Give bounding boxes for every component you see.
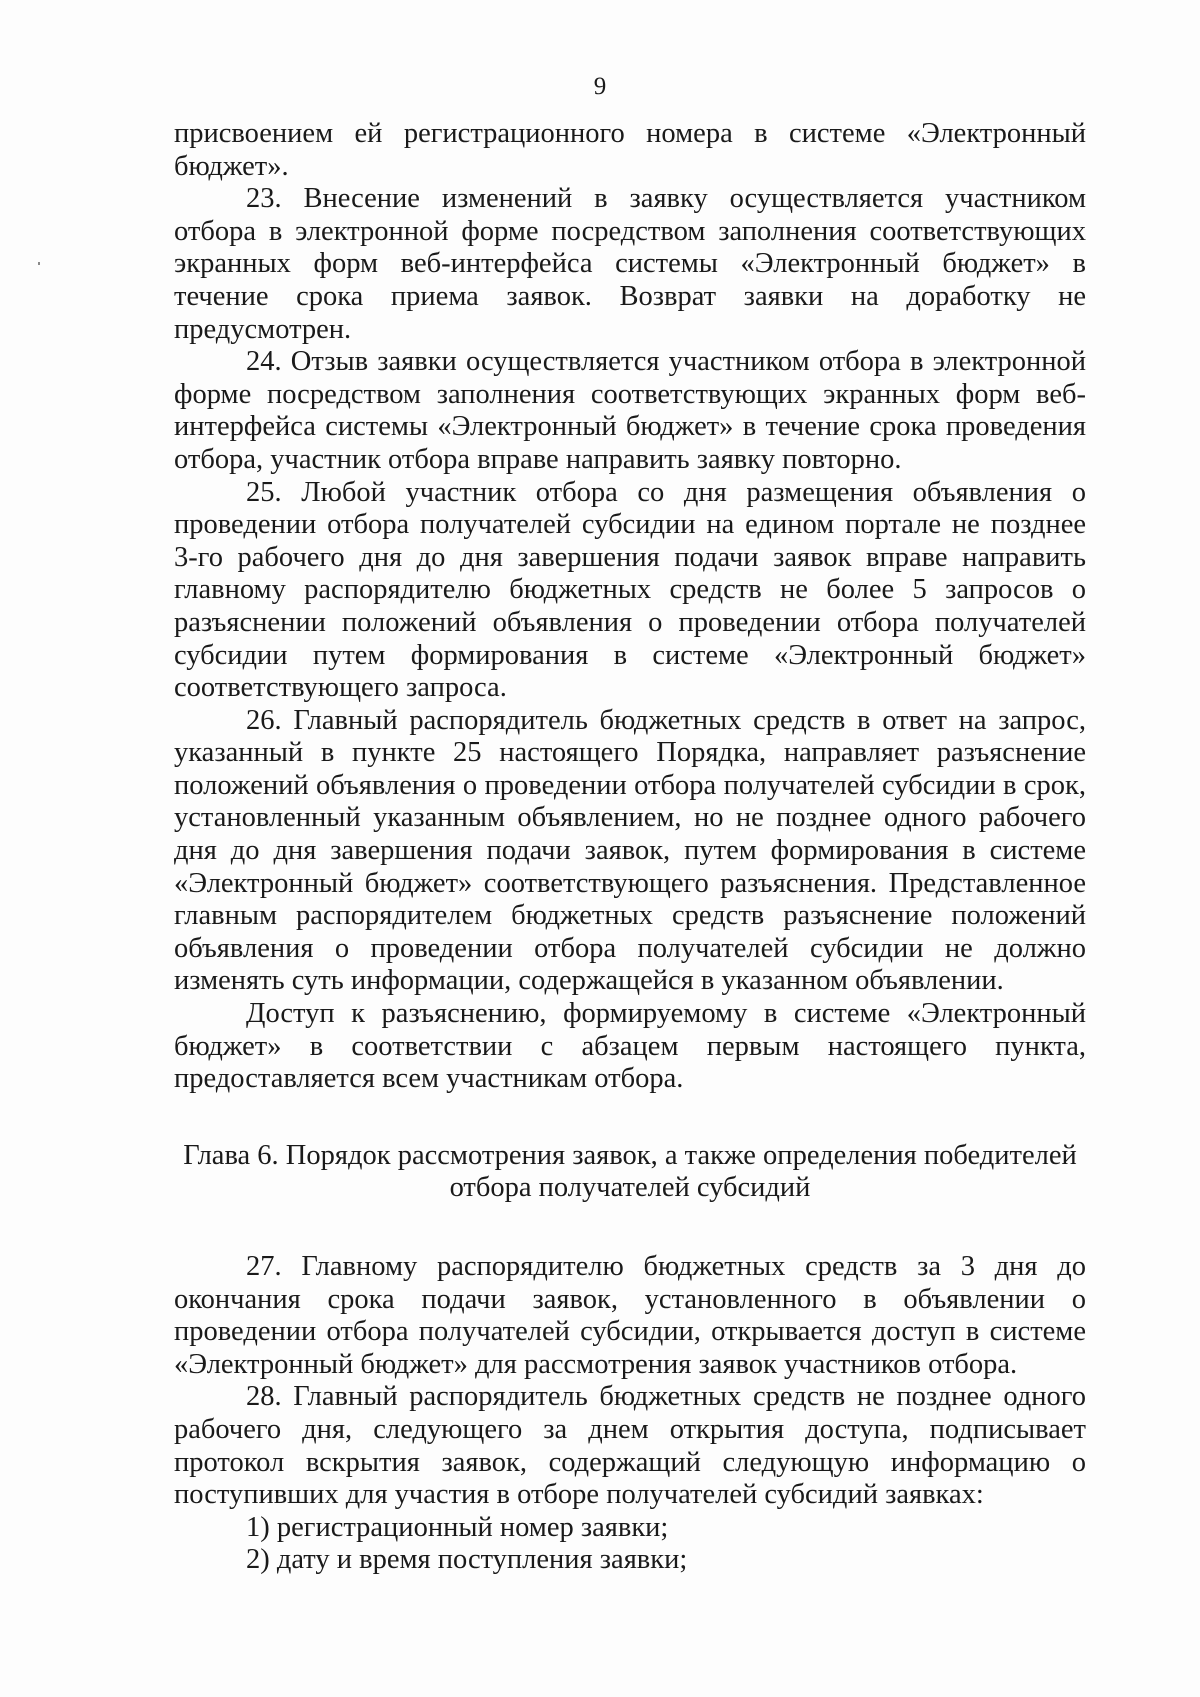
chapter-heading bbox=[174, 1140, 1086, 1205]
paragraph-27: 27. Главному распорядителю бюджетных средств за 3 дня до окончания срока подачи заявок, установленного в объявлении о проведении отбора получателей субсидии, открывается доступ в системе «Электронный бюджет» для рассмотрения заявок участников отбора. bbox=[174, 1251, 1086, 1380]
paragraph-24: 24. Отзыв заявки осуществляется участником отбора в электронной форме посредством заполнения соответствующих экранных форм веб-интерфейса системы «Электронный бюджет» в течение срока проведения отбора, участник отбора вправе направить заявку повторно. bbox=[174, 346, 1086, 475]
paragraph-continuation: присвоением ей регистрационного номера в системе «Электронный бюджет». bbox=[174, 118, 1086, 182]
paragraph-26: 26. Главный распорядитель бюджетных средств в ответ на запрос, указанный в пункте 25 настоящего Порядка, направляет разъяснение положений объявления о проведении отбора получателей субсидии в срок, установленный указанным объявлением, но не позднее одного рабочего дня до дня завершения подачи заявок, путем формирования в системе «Электронный бюджет» соответствующего разъяснения. Представленное главным распорядителем бюджетных средств разъяснение положений объявления о проведении отбора получателей субсидии не должно изменять суть информации, содержащейся в указанном объявлении. bbox=[174, 704, 1086, 997]
paragraph-25: 25. Любой участник отбора со дня размещения объявления о проведении отбора получателей субсидии на едином портале не позднее 3-го рабочего дня до дня завершения подачи заявок вправе направить главному распорядителю бюджетных средств не более 5 запросов о разъяснении положений объявления о проведении отбора получателей субсидии путем формирования в системе «Электронный бюджет» соответствующего запроса. bbox=[174, 476, 1086, 704]
paragraph-28: 28. Главный распорядитель бюджетных средств не позднее одного рабочего дня, следующего за днем открытия доступа, подписывает протокол вскрытия заявок, содержащий следующую информацию о поступивших для участия в отборе получателей субсидий заявках: bbox=[174, 1381, 1086, 1511]
list-item: 1) регистрационный номер заявки; bbox=[246, 1511, 669, 1543]
paragraph-23: 23. Внесение изменений в заявку осуществляется участником отбора в электронной форме посредством заполнения соответствующих экранных форм веб-интерфейса системы «Электронный бюджет» в течение срока приема заявок. Возврат заявки на доработку не предусмотрен. bbox=[174, 183, 1086, 345]
paragraph-26-access: Доступ к разъяснению, формируемому в системе «Электронный бюджет» в соответствии с абзацем первым настоящего пункта, предоставляется всем участникам отбора. bbox=[174, 998, 1086, 1095]
list-item: 2) дату и время поступления заявки; bbox=[246, 1544, 688, 1576]
document-body bbox=[174, 118, 1086, 1577]
chapter-heading-line2: отбора получателей субсидий bbox=[449, 1172, 811, 1204]
chapter-heading-line1: Глава 6. Порядок рассмотрения заявок, а также определения победителей bbox=[183, 1139, 1077, 1171]
scan-artifact bbox=[38, 262, 40, 265]
page-number: 9 bbox=[593, 73, 607, 100]
